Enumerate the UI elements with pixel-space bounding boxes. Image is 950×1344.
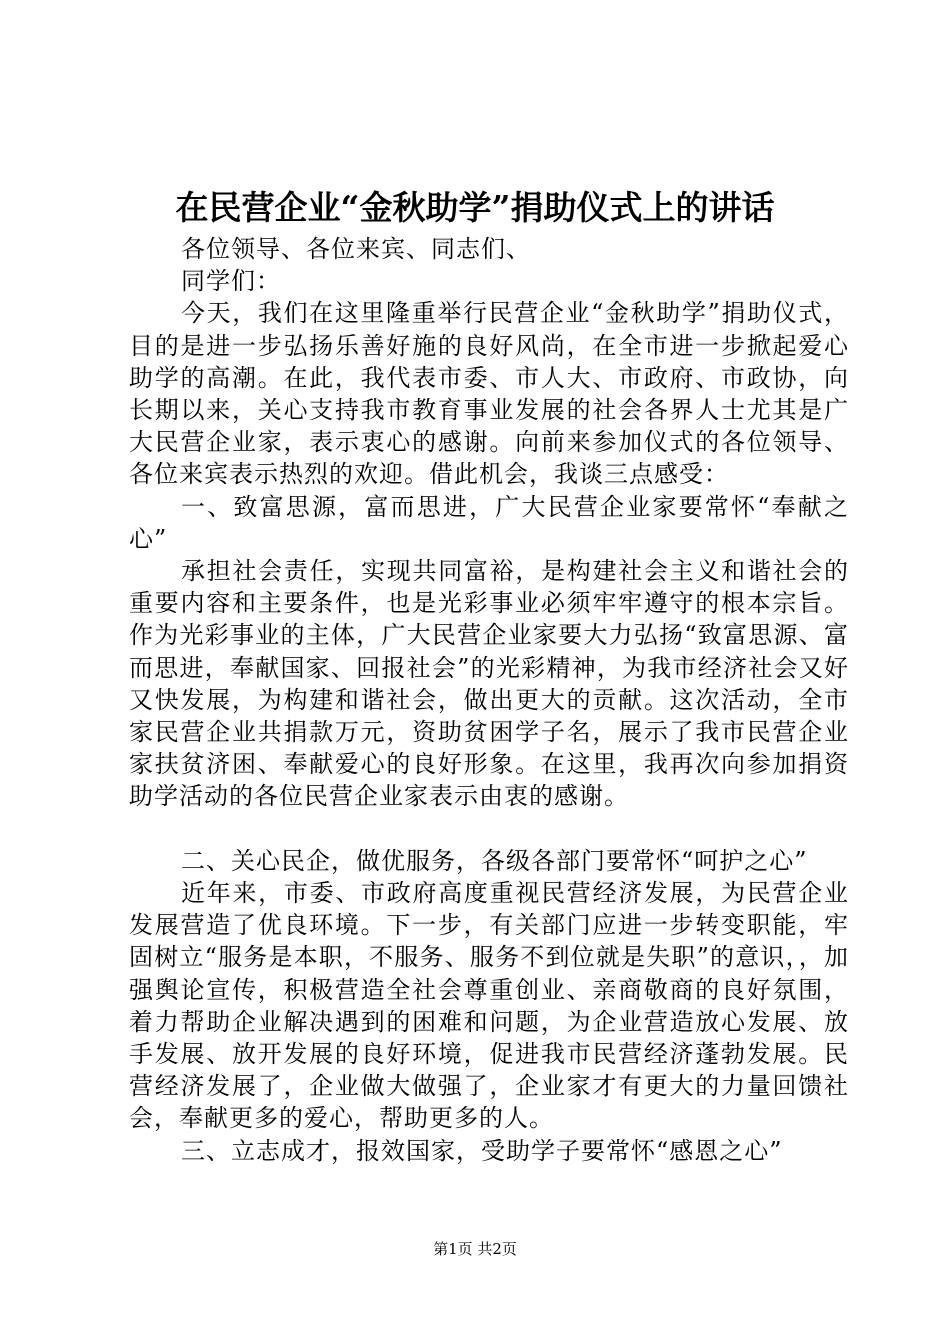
page-footer: 第1页 共2页	[433, 1240, 517, 1258]
document-body	[129, 233, 849, 1167]
section-heading-1: 一、致富思源，富而思进，广大民营企业家要常怀“奉献之心”	[129, 492, 849, 553]
paragraph-section-1: 承担社会责任，实现共同富裕，是构建社会主义和谐社会的重要内容和主要条件，也是光彩事业必须牢牢遵守的根本宗旨。作为光彩事业的主体，广大民营企业家要大力弘扬“致富思源、富而思进，奉献国家、回报社会”的光彩精神，为我市经济社会又好又快发展，为构建和谐社会，做出更大的贡献。这次活动，全市家民营企业共捐款万元，资助贫困学子名，展示了我市民营企业家扶贫济困、奉献爱心的良好形象。在这里，我再次向参加捐资助学活动的各位民营企业家表示由衷的感谢。	[129, 557, 849, 811]
section-heading-2: 二、关心民企，做优服务，各级各部门要常怀“呵护之心”	[181, 846, 808, 875]
paragraph-section-2: 近年来，市委、市政府高度重视民营经济发展，为民营企业发展营造了优良环境。下一步，有关部门应进一步转变职能，牢固树立“服务是本职，不服务、服务不到位就是失职”的意识，，加强舆论宣传，积极营造全社会尊重创业、亲商敬商的良好氛围，着力帮助企业解决遇到的困难和问题，为企业营造放心发展、放手发展、放开发展的良好环境，促进我市民营经济蓬勃发展。民营经济发展了，企业做大做强了，企业家才有更大的力量回馈社会，奉献更多的爱心，帮助更多的人。	[129, 879, 849, 1133]
greeting-line-2: 同学们：	[181, 267, 281, 296]
paragraph-intro: 今天，我们在这里隆重举行民营企业“金秋助学”捐助仪式，目的是进一步弘扬乐善好施的良好风尚，在全市进一步掀起爱心助学的高潮。在此，我代表市委、市人大、市政府、市政协，向长期以来，关心支持我市教育事业发展的社会各界人士尤其是广大民营企业家，表示衷心的感谢。向前来参加仪式的各位领导、各位来宾表示热烈的欢迎。借此机会，我谈三点感受：	[129, 299, 849, 489]
section-heading-3: 三、立志成才，报效国家，受助学子要常怀“感恩之心”	[181, 1136, 783, 1165]
document-title: 在民营企业“金秋助学”捐助仪式上的讲话	[175, 188, 775, 227]
greeting-line-1: 各位领导、各位来宾、同志们、	[181, 235, 531, 263]
blank-line	[129, 813, 849, 845]
